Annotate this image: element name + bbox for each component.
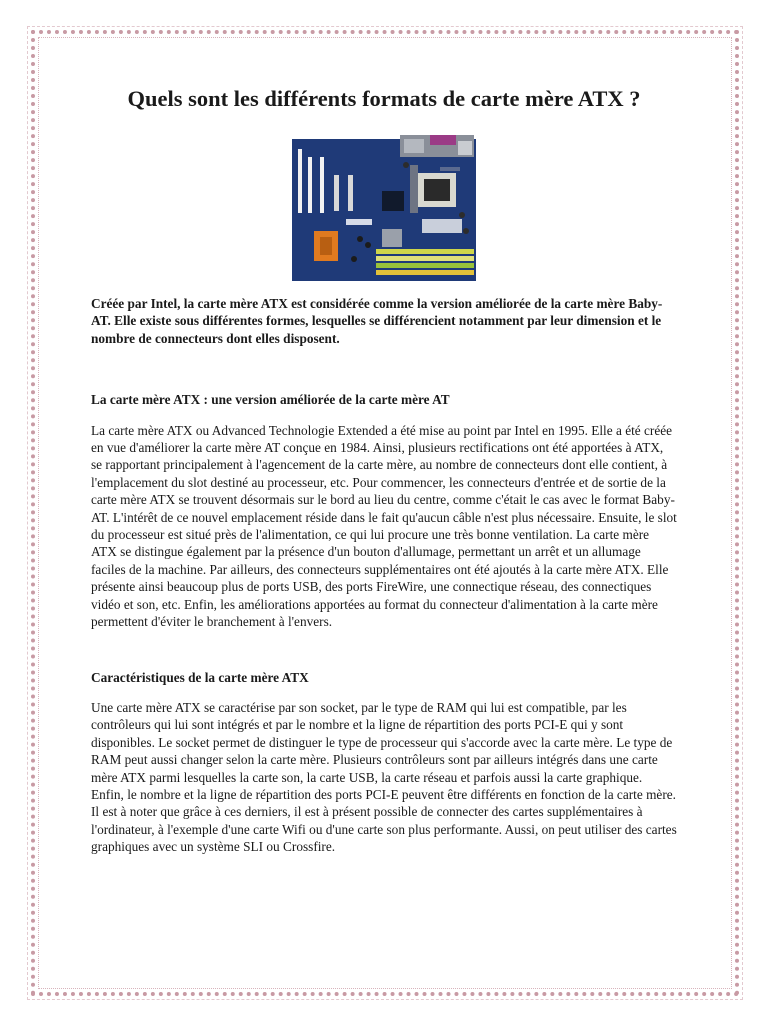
document-body — [91, 295, 677, 856]
section-body-characteristics: Une carte mère ATX se caractérise par son socket, par le type de RAM qui lui est compatible, par les contrôleurs qui lui sont intégrés et par le nombre et la ligne de répartition des ports PCI-E qui y sont disponibles. Le socket permet de distinguer le type de processeur qui s'accorde avec la carte mère. Le type de RAM peut aussi changer selon la carte mère. Plusieurs contrôleurs sont par ailleurs intégrés dans une carte mère ATX parmi lesquelles la carte son, la carte USB, la carte réseau et parfois aussi la carte graphique. Enfin, le nombre et la ligne de répartition des ports PCI-E peuvent être différents en fonction de la carte mère. Il est à noter que grâce à ces derniers, il est à présent possible de connecter des cartes supplémentaires à l'ordinateur, à l'exemple d'une carte Wifi ou d'une carte son plus performante. Aussi, on peut utiliser des cartes graphiques avec un système SLI ou Crossfire. — [91, 699, 677, 855]
section-body-atx-improved: La carte mère ATX ou Advanced Technologie Extended a été mise au point par Intel en 1995. Elle a été créée en vue d'améliorer la carte mère AT conçue en 1984. Ainsi, plusieurs rectifications ont été apportées à ATX, se rapportant principalement à l'agencement de la carte mère, au nombre de connecteurs dont elle contient, à l'emplacement du slot destiné au processeur, etc. Pour commencer, les connecteurs d'entrée et de sortie de la carte mère ATX se trouvent désormais sur le bord au lieu du centre, comme c'était le cas avec le format Baby-AT. L'intérêt de ce nouvel emplacement réside dans le fait qu'aucun câble n'est plus nécessaire. Ensuite, le slot du processeur est situé près de l'alimentation, ce qui lui procure une très bonne ventilation. La carte mère ATX se distingue également par la présence d'un bouton d'allumage, permettant un arrêt et un allumage faciles de la machine. Par ailleurs, des connecteurs supplémentaires ont été ajoutés à la carte mère ATX. Elle présente ainsi beaucoup plus de ports USB, des ports FireWire, une connectique réseau, des connectiques vidéo et son, etc. Enfin, les améliorations apportées au format du connecteur d'alimentation à la carte mère permettent d'éviter le branchement à l'envers. — [91, 422, 677, 630]
motherboard-image — [290, 135, 478, 283]
section-heading-characteristics: Caractéristiques de la carte mère ATX — [91, 669, 309, 685]
intro-paragraph: Créée par Intel, la carte mère ATX est considérée comme la version améliorée de la carte mère Baby-AT. Elle existe sous différentes formes, lesquelles se différencient notamment par leur dimension et le nombre de connecteurs dont elles disposent. — [91, 296, 663, 346]
section-heading-atx-improved: La carte mère ATX : une version améliorée de la carte mère AT — [91, 392, 450, 408]
page-title: Quels sont les différents formats de carte mère ATX ? — [127, 86, 641, 111]
